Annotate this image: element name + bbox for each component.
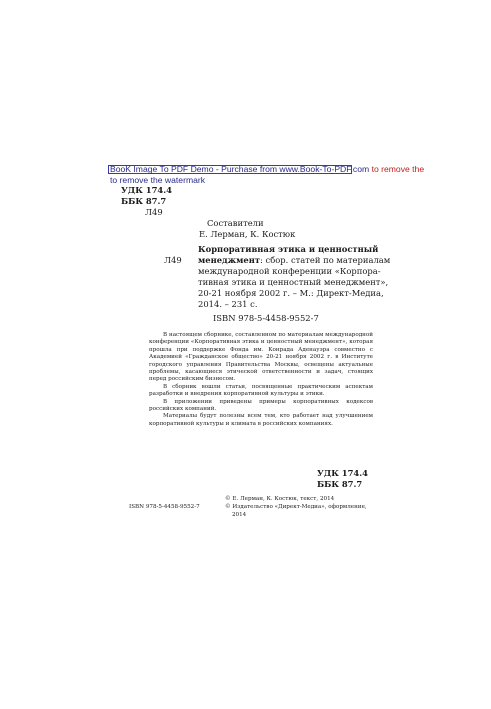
- abstract: [149, 332, 373, 428]
- footer-bbk: ББК 87.7: [317, 479, 363, 489]
- biblio-line-2: международной конференции «Корпора-: [198, 266, 381, 276]
- abstract-paragraph-1: В настоящем сборнике, составленном по материалам международной конференции «Корпоративная этика и ценностный менеджмент», которая прошла при поддержке Фонда им. Конрада Аденауэра совместно с Академией «Гражданское общество» 20-21 ноября 2002 г. в Институте городского управления Правительства Москвы, освещены актуальные проблемы, касающиеся этической ответственности и задач, стоящих перед российским бизнесом.: [149, 332, 373, 383]
- copyright-year: 2014: [232, 512, 247, 518]
- watermark-line-1[interactable]: [110, 164, 424, 174]
- abstract-paragraph-3: В приложении приведены примеры корпоративных кодексов российских компаний.: [149, 398, 373, 413]
- isbn-line: ISBN 978-5-4458-9552-7: [213, 313, 319, 323]
- abstract-paragraph-2: В сборник вошли статьи, посвященные практическим аспектам разработки и внедрения корпоративной культуры и этики.: [149, 383, 373, 398]
- bbk-code: ББК 87.7: [121, 196, 167, 206]
- biblio-line-1-rest: : сбор. статей по материалам: [260, 255, 391, 265]
- biblio-line-4: 20-21 ноября 2002 г. – М.: Директ-Медиа,: [198, 288, 384, 298]
- biblio-line-5: 2014. – 231 с.: [198, 299, 258, 309]
- copyright-text-authors: © Е. Лерман, К. Костюк, текст, 2014: [225, 496, 335, 502]
- watermark-line-2: to remove the watermark: [110, 175, 206, 185]
- copyright-isbn: ISBN 978-5-4458-9552-7: [129, 504, 200, 510]
- abstract-paragraph-4: Материалы будут полезны всем тем, кто работает над улучшением корпоративной культуры и климата в российских компаниях.: [149, 413, 373, 427]
- biblio-line-3: тивная этика и ценностный менеджмент»,: [198, 277, 389, 287]
- book-title-line-2: менеджмент: [198, 255, 261, 265]
- watermark-overprint: BooK Image To PDF Demo - Purchase from www.Book-To-PDF.com: [110, 164, 370, 174]
- copyright-publisher: © Издательство «Директ-Медиа», оформление,: [225, 504, 367, 510]
- compilers-label: Составители: [207, 218, 264, 228]
- compilers-names: Е. Лерман, К. Костюк: [199, 229, 296, 239]
- footer-udk: УДК 174.4: [317, 468, 369, 478]
- author-mark: Л49: [145, 207, 163, 217]
- biblio-mark: Л49: [164, 255, 182, 265]
- watermark-remove-link[interactable]: to remove the: [371, 164, 425, 174]
- udk-code: УДК 174.4: [121, 185, 173, 195]
- biblio-line-1: [198, 255, 390, 266]
- book-title-line-1: Корпоративная этика и ценностный: [198, 244, 379, 254]
